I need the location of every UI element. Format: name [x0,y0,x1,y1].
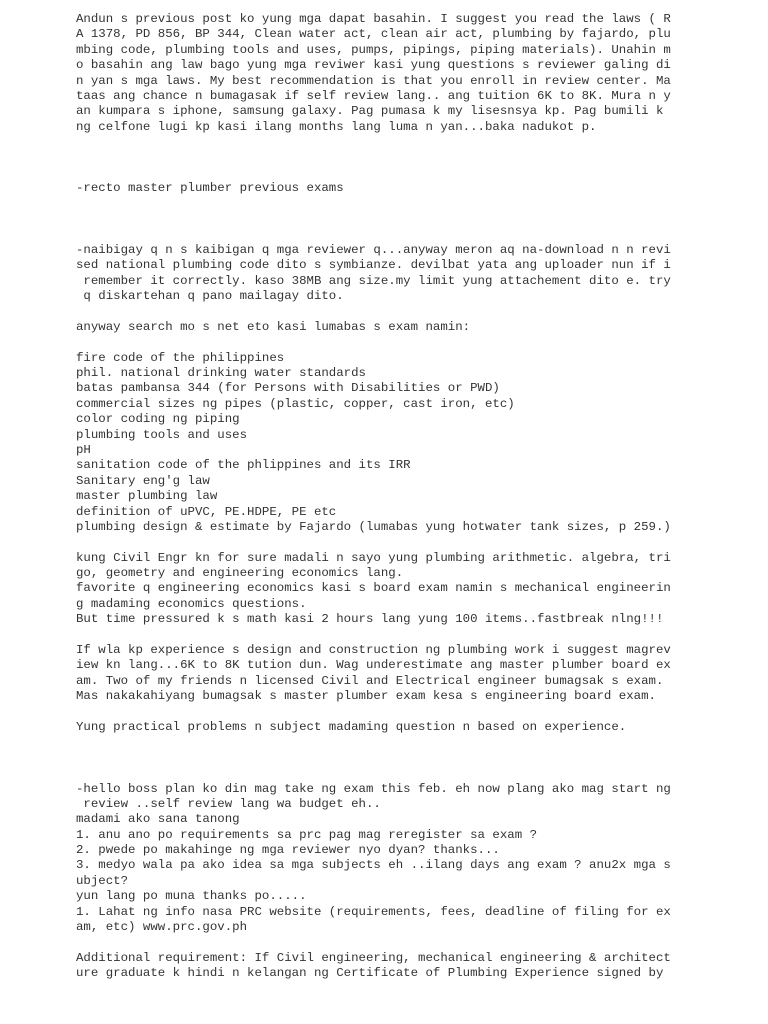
text-line: batas pambansa 344 (for Persons with Disabilities or PWD) [76,381,500,396]
text-line: Mas nakakahiyang bumagsak s master plumber exam kesa s engineering board exam. [76,689,656,704]
blank-line [76,705,756,720]
blank-line [76,935,756,950]
text-line: pH [76,442,91,457]
text-line: 1. Lahat ng info nasa PRC website (requirements, fees, deadline of filing for ex [76,904,671,919]
blank-line [76,535,756,550]
blank-line [76,135,756,150]
text-line: -naibigay q n s kaibigan q mga reviewer q...anyway meron aq na-download n n revi [76,242,671,257]
blank-line [76,304,756,319]
text-line: 3. medyo wala pa ako idea sa mga subjects eh ..ilang days ang exam ? anu2x mga s [76,858,671,873]
text-line: definition of uPVC, PE.HDPE, PE etc [76,504,337,519]
text-line: plumbing tools and uses [76,427,248,442]
blank-line [76,751,756,766]
text-line: Additional requirement: If Civil engineering, mechanical engineering & architect [76,950,671,965]
text-line: mbing code, plumbing tools and uses, pumps, pipings, piping materials). Unahin m [76,42,671,57]
text-line: commercial sizes ng pipes (plastic, copper, cast iron, etc) [76,396,515,411]
text-line: sanitation code of the phlippines and its IRR [76,458,411,473]
text-line: n yan s mga laws. My best recommendation is that you enroll in review center. Ma [76,73,671,88]
text-line: anyway search mo s net eto kasi lumabas s exam namin: [76,319,471,334]
text-line: kung Civil Engr kn for sure madali n sayo yung plumbing arithmetic. algebra, tri [76,550,671,565]
blank-line [76,227,756,242]
text-line: favorite q engineering economics kasi s board exam namin s mechanical engineerin [76,581,671,596]
text-line: 1. anu ano po requirements sa prc pag mag reregister sa exam ? [76,827,538,842]
blank-line [76,766,756,781]
text-line: plumbing design & estimate by Fajardo (lumabas yung hotwater tank sizes, p 259.) [76,519,671,534]
text-line: yun lang po muna thanks po..... [76,889,307,904]
blank-line [76,335,756,350]
document-body [76,12,756,982]
blank-line [76,628,756,643]
blank-line [76,151,756,166]
text-line: Sanitary eng'g law [76,473,210,488]
text-line: Yung practical problems n subject madaming question n based on experience. [76,719,627,734]
text-line: -recto master plumber previous exams [76,181,344,196]
text-line: iew kn lang...6K to 8K tution dun. Wag underestimate ang master plumber board ex [76,658,671,673]
text-line: review ..self review lang wa budget eh.. [76,796,381,811]
text-line: q diskartehan q pano mailagay dito. [76,289,344,304]
text-line: ure graduate k hindi n kelangan ng Certificate of Plumbing Experience signed by [76,966,664,981]
text-line: go, geometry and engineering economics lang. [76,566,404,581]
text-line: am, etc) www.prc.gov.ph [76,920,248,935]
text-line: A 1378, PD 856, BP 344, Clean water act, clean air act, plumbing by fajardo, plu [76,27,671,42]
text-line: -hello boss plan ko din mag take ng exam this feb. eh now plang ako mag start ng [76,781,671,796]
text-line: ng celfone lugi kp kasi ilang months lang luma n yan...baka nadukot p. [76,119,597,134]
blank-line [76,197,756,212]
blank-line [76,212,756,227]
blank-line [76,735,756,750]
text-line: But time pressured k s math kasi 2 hours lang yung 100 items..fastbreak nlng!!! [76,612,664,627]
text-line: sed national plumbing code dito s symbianze. devilbat yata ang uploader nun if i [76,258,671,273]
text-line: ubject? [76,873,129,888]
text-line: remember it correctly. kaso 38MB ang size.my limit yung attachement dito e. try [76,273,671,288]
text-line: phil. national drinking water standards [76,365,366,380]
text-line: Andun s previous post ko yung mga dapat basahin. I suggest you read the laws ( R [76,12,671,26]
text-line: madami ako sana tanong [76,812,240,827]
text-line: an kumpara s iphone, samsung galaxy. Pag pumasa k my lisesnsya kp. Pag bumili k [76,104,664,119]
text-line: color coding ng piping [76,412,240,427]
text-line: o basahin ang law bago yung mga reviwer kasi yung questions s reviewer galing di [76,58,671,73]
text-line: taas ang chance n bumagasak if self review lang.. ang tuition 6K to 8K. Mura n y [76,88,671,103]
text-line: g madaming economics questions. [76,596,307,611]
blank-line [76,166,756,181]
text-line: 2. pwede po makahinge ng mga reviewer nyo dyan? thanks... [76,843,500,858]
text-line: master plumbing law [76,489,218,504]
text-line: If wla kp experience s design and construction ng plumbing work i suggest magrev [76,643,671,658]
text-line: fire code of the philippines [76,350,285,365]
text-line: am. Two of my friends n licensed Civil and Electrical engineer bumagsak s exam. [76,673,664,688]
